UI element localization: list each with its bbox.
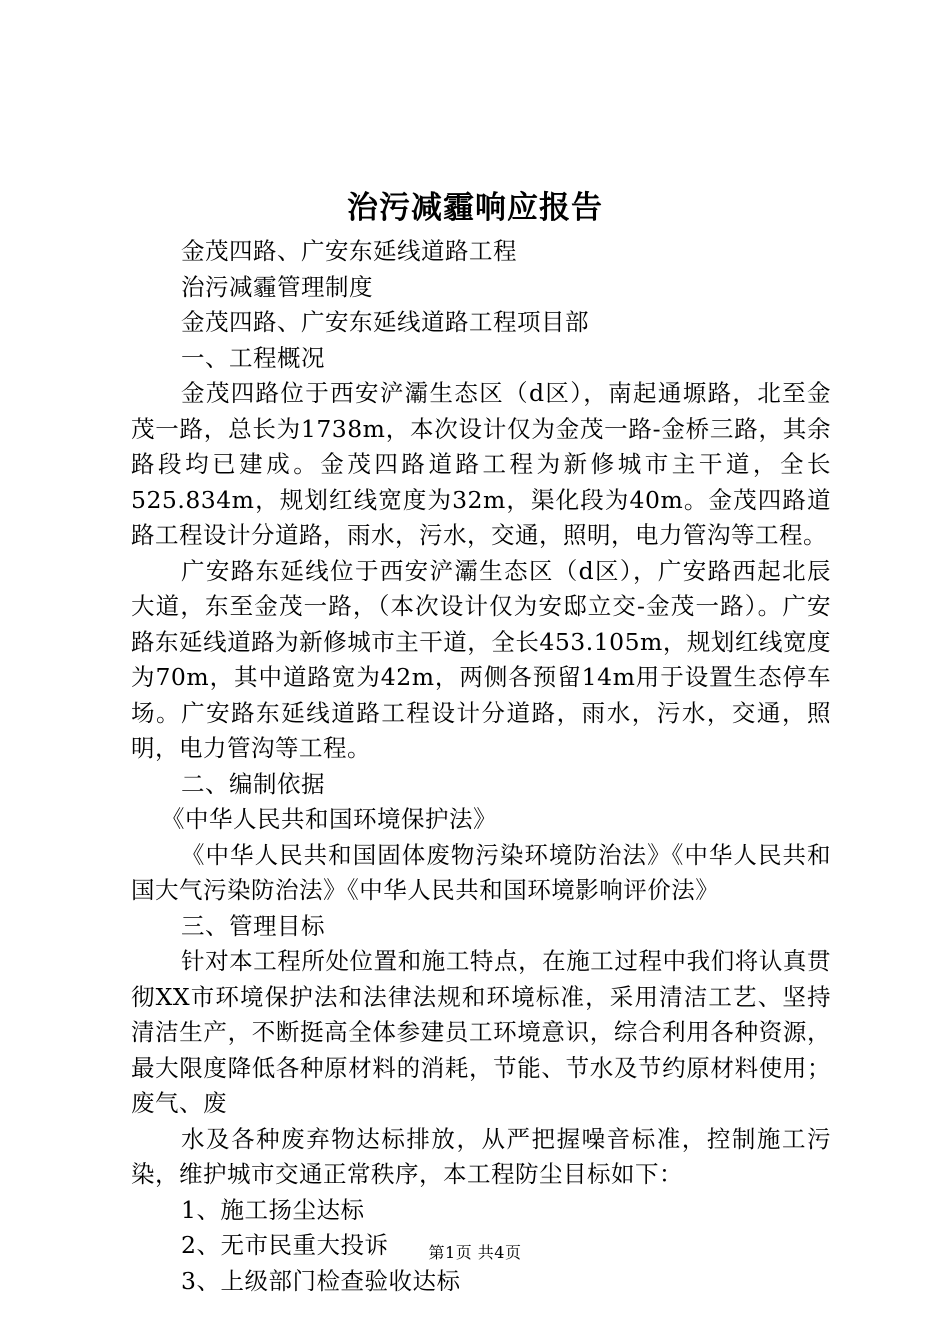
paragraph-law-references: 《中华人民共和国固体废物污染环境防治法》《中华人民共和国大气污染防治法》《中华人民共和国环境影响评价法》 xyxy=(131,840,831,904)
section-heading-overview: 一、工程概况 xyxy=(181,343,325,372)
law-reference-line: 《中华人民共和国环境保护法》 xyxy=(161,805,497,833)
heading-department: 金茂四路、广安东延线道路工程项目部 xyxy=(181,308,589,336)
document-title: 治污减霾响应报告 xyxy=(347,190,603,226)
goal-item: 3、上级部门检查验收达标 xyxy=(181,1266,461,1295)
section-heading-basis: 二、编制依据 xyxy=(181,769,325,798)
goal-item: 2、无市民重大投诉 xyxy=(181,1231,389,1259)
section-heading-goals: 三、管理目标 xyxy=(181,911,325,940)
heading-system-name: 治污减霾管理制度 xyxy=(181,272,373,301)
paragraph-jinmao-road: 金茂四路位于西安浐灞生态区（d区），南起通塬路，北至金茂一路，总长为1738m，本次设计仅为金茂一路-金桥三路，其余路段均已建成。金茂四路道路工程为新修城市主干道，全长525.834m，规划红线宽度为32m，渠化段为40m。金茂四路道路工程设计分道路，雨水，污水，交通，照明，电力管沟等工程。 xyxy=(131,379,831,549)
paragraph-dust-goals-intro: 水及各种废弃物达标排放，从严把握噪音标准，控制施工污染，维护城市交通正常秩序，本工程防尘目标如下： xyxy=(131,1124,831,1188)
heading-project-name: 金茂四路、广安东延线道路工程 xyxy=(181,237,517,265)
page-number-footer: 第1页 共4页 xyxy=(428,1243,522,1262)
document-body xyxy=(131,234,831,1299)
goal-item: 1、施工扬尘达标 xyxy=(181,1195,365,1224)
paragraph-management-goals: 针对本工程所处位置和施工特点，在施工过程中我们将认真贯彻XX市环境保护法和法律法规和环境标准，采用清洁工艺、坚持清洁生产，不断挺高全体参建员工环境意识，综合利用各种资源，最大限度降低各种原材料的消耗，节能、节水及节约原材料使用；废气、废 xyxy=(131,947,831,1117)
paragraph-guangan-road: 广安路东延线位于西安浐灞生态区（d区），广安路西起北辰大道，东至金茂一路，（本次设计仅为安邸立交-金茂一路）。广安路东延线道路为新修城市主干道，全长453.105m，规划红线宽度为70m，其中道路宽为42m，两侧各预留14m用于设置生态停车场。广安路东延线道路工程设计分道路，雨水，污水，交通，照明，电力管沟等工程。 xyxy=(131,556,831,762)
